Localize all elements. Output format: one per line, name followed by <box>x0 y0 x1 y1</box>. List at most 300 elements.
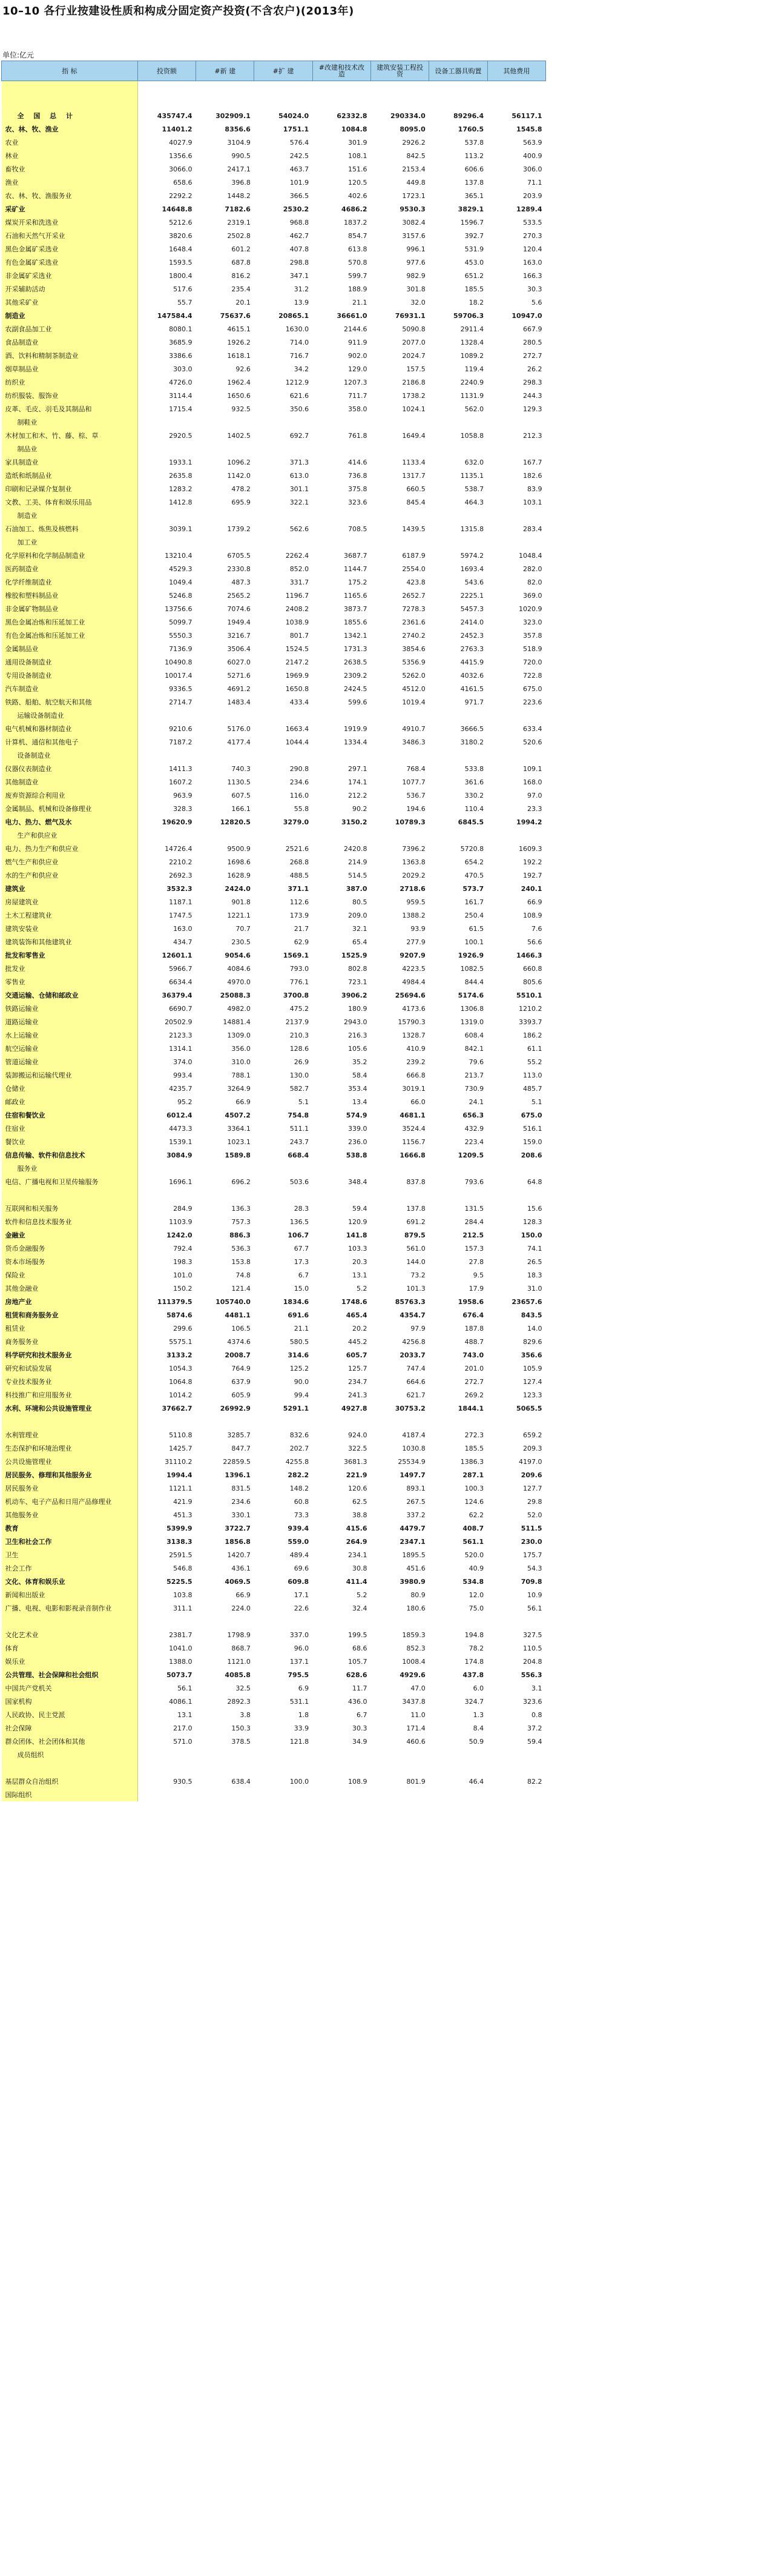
row-label <box>2 1761 138 1775</box>
value-cell <box>429 1788 487 1801</box>
value-cell: 83.9 <box>527 485 542 493</box>
value-cell: 660.8 <box>523 964 542 973</box>
value-cell: 664.6 <box>406 1377 426 1386</box>
value-cell <box>371 1162 429 1175</box>
value-cell: 230.5 <box>231 938 251 946</box>
value-cell <box>429 1188 487 1202</box>
value-cell: 2763.3 <box>460 644 484 653</box>
value-cell: 223.6 <box>523 698 542 706</box>
value-cell <box>312 709 370 722</box>
value-cell: 411.4 <box>346 1577 367 1586</box>
row-label: 开采辅助活动 <box>2 282 138 296</box>
value-cell: 485.7 <box>523 1084 542 1093</box>
value-cell <box>487 829 545 842</box>
table-row <box>2 1268 546 1282</box>
value-cell: 306.0 <box>523 165 542 173</box>
table-row <box>2 1508 546 1521</box>
value-cell: 186.2 <box>523 1031 542 1039</box>
value-cell: 996.1 <box>406 245 426 253</box>
row-label: 文化、体育和娱乐业 <box>2 1575 138 1588</box>
value-cell: 3.1 <box>531 1684 542 1692</box>
table-row <box>2 1561 546 1575</box>
value-cell: 105740.0 <box>215 1297 251 1306</box>
value-cell: 1663.4 <box>285 724 309 733</box>
value-cell: 6845.5 <box>458 818 484 826</box>
value-cell <box>254 1748 312 1761</box>
value-cell: 7396.2 <box>402 844 426 853</box>
row-label: 其他服务业 <box>2 1508 138 1521</box>
table-row <box>2 1761 546 1775</box>
value-cell: 1650.8 <box>285 684 309 693</box>
row-label: 专用设备制造业 <box>2 669 138 682</box>
value-cell <box>137 1415 196 1428</box>
value-cell: 1649.4 <box>402 431 426 440</box>
value-cell: 402.6 <box>348 191 367 200</box>
value-cell: 730.9 <box>464 1084 484 1093</box>
table-row <box>2 949 546 962</box>
value-cell: 605.7 <box>346 1351 367 1359</box>
value-cell: 19620.9 <box>162 818 192 826</box>
value-cell: 659.2 <box>523 1431 542 1439</box>
value-cell <box>312 1162 370 1175</box>
value-cell: 15790.3 <box>398 1018 426 1026</box>
value-cell: 5720.8 <box>460 844 484 853</box>
value-cell: 20.1 <box>235 298 251 306</box>
value-cell: 993.4 <box>173 1071 192 1079</box>
value-cell: 277.9 <box>406 938 426 946</box>
table-row <box>2 669 546 682</box>
value-cell <box>196 1415 254 1428</box>
row-label: 电气机械和器材制造业 <box>2 722 138 735</box>
value-cell: 17.1 <box>294 1591 309 1599</box>
value-cell: 331.7 <box>289 578 309 586</box>
value-cell: 12601.1 <box>162 951 192 959</box>
value-cell: 1356.6 <box>169 151 192 160</box>
table-row <box>2 522 546 535</box>
value-cell: 150.3 <box>231 1724 251 1732</box>
value-cell: 310.0 <box>231 1058 251 1066</box>
row-label: 黑色金属矿采选业 <box>2 242 138 256</box>
value-cell: 1196.7 <box>285 591 309 600</box>
value-cell: 407.8 <box>289 245 309 253</box>
value-cell: 1539.1 <box>169 1137 192 1146</box>
value-cell: 5174.6 <box>458 991 484 999</box>
value-cell: 209.3 <box>523 1444 542 1452</box>
row-label: 零售业 <box>2 975 138 988</box>
value-cell: 32.4 <box>352 1604 367 1612</box>
table-row <box>2 1535 546 1548</box>
value-cell: 4686.2 <box>341 205 367 213</box>
value-cell: 4027.9 <box>169 138 192 147</box>
value-cell: 324.7 <box>464 1697 484 1706</box>
value-cell <box>196 1761 254 1775</box>
value-cell: 21.1 <box>352 298 367 306</box>
value-cell: 314.6 <box>288 1351 309 1359</box>
value-cell: 30.3 <box>527 285 542 293</box>
value-cell: 2077.0 <box>402 338 426 346</box>
value-cell: 3264.9 <box>227 1084 251 1093</box>
value-cell: 2414.0 <box>460 618 484 626</box>
value-cell: 55.8 <box>294 804 309 813</box>
value-cell: 22859.5 <box>223 1457 251 1466</box>
value-cell: 353.4 <box>348 1084 367 1093</box>
row-label: 铁路、船舶、航空航天和其他 <box>2 695 138 709</box>
value-cell: 1439.5 <box>402 525 426 533</box>
value-cell: 4235.7 <box>169 1084 192 1093</box>
value-cell: 3532.3 <box>166 884 192 893</box>
value-cell: 414.6 <box>348 458 367 466</box>
value-cell: 1739.2 <box>227 525 251 533</box>
table-row <box>2 1308 546 1322</box>
value-cell: 2502.8 <box>227 231 251 240</box>
table-row <box>2 482 546 495</box>
table-row <box>2 735 546 749</box>
value-cell <box>429 1615 487 1628</box>
table-row <box>2 1202 546 1215</box>
value-cell <box>371 709 429 722</box>
value-cell: 3150.2 <box>341 818 367 826</box>
value-cell: 692.7 <box>289 431 309 440</box>
row-label: 交通运输、仓储和邮政业 <box>2 988 138 1002</box>
value-cell <box>312 416 370 429</box>
value-cell: 1798.9 <box>227 1631 251 1639</box>
value-cell: 842.5 <box>406 151 426 160</box>
value-cell: 1.8 <box>298 1710 309 1719</box>
value-cell: 58.4 <box>352 1071 367 1079</box>
value-cell: 9530.3 <box>400 205 426 213</box>
value-cell: 3066.0 <box>169 165 192 173</box>
value-cell: 3082.4 <box>402 218 426 227</box>
table-row <box>2 269 546 282</box>
row-label: 纺织服装、服饰业 <box>2 389 138 402</box>
row-label: 邮政业 <box>2 1095 138 1108</box>
value-cell: 244.3 <box>523 391 542 400</box>
value-cell: 10.9 <box>527 1591 542 1599</box>
table-row <box>2 136 546 149</box>
value-cell: 621.7 <box>406 1391 426 1399</box>
value-cell: 62.2 <box>469 1511 484 1519</box>
value-cell <box>196 1748 254 1761</box>
value-cell: 5.2 <box>357 1591 367 1599</box>
value-cell: 4529.3 <box>169 565 192 573</box>
value-cell <box>254 1415 312 1428</box>
value-cell: 6027.0 <box>227 658 251 666</box>
value-cell: 2692.3 <box>169 871 192 879</box>
value-cell: 282.2 <box>288 1471 309 1479</box>
row-label: 生态保护和环境治理业 <box>2 1442 138 1455</box>
value-cell: 37.2 <box>527 1724 542 1732</box>
value-cell: 31110.2 <box>165 1457 192 1466</box>
value-cell: 408.7 <box>462 1524 484 1532</box>
value-cell: 4085.8 <box>225 1670 251 1679</box>
row-label: 金属制品、机械和设备修理业 <box>2 802 138 815</box>
value-cell: 1363.8 <box>402 858 426 866</box>
value-cell: 1131.9 <box>460 391 484 400</box>
row-label: 商务服务业 <box>2 1335 138 1348</box>
value-cell: 1607.2 <box>169 778 192 786</box>
value-cell: 5176.0 <box>227 724 251 733</box>
value-cell: 488.7 <box>464 1337 484 1346</box>
value-cell: 223.4 <box>464 1137 484 1146</box>
table-row <box>2 1388 546 1402</box>
value-cell: 2029.2 <box>402 871 426 879</box>
value-cell: 939.4 <box>288 1524 309 1532</box>
value-cell: 283.4 <box>523 525 542 533</box>
value-cell: 392.7 <box>464 231 484 240</box>
value-cell: 153.8 <box>231 1257 251 1266</box>
row-label: 制造业 <box>2 509 138 522</box>
value-cell: 105.9 <box>523 1364 542 1372</box>
value-cell: 1121.1 <box>169 1484 192 1492</box>
row-label: 广播、电视、电影和影视录音制作业 <box>2 1601 138 1615</box>
row-label: 水的生产和供应业 <box>2 869 138 882</box>
value-cell: 109.1 <box>523 764 542 773</box>
value-cell: 26.5 <box>527 1257 542 1266</box>
row-label: 通用设备制造业 <box>2 655 138 669</box>
value-cell: 3873.7 <box>344 604 367 613</box>
row-label: 烟草制品业 <box>2 362 138 376</box>
value-cell: 180.9 <box>348 1004 367 1013</box>
value-cell: 365.1 <box>464 191 484 200</box>
row-label: 黑色金属冶炼和压延加工业 <box>2 615 138 629</box>
row-label: 金属制品业 <box>2 642 138 655</box>
table-row <box>2 202 546 216</box>
value-cell: 37662.7 <box>162 1404 192 1412</box>
value-cell: 1142.0 <box>227 471 251 480</box>
value-cell <box>137 1761 196 1775</box>
value-cell: 157.5 <box>406 365 426 373</box>
value-cell: 166.1 <box>231 804 251 813</box>
row-label: 互联网和相关服务 <box>2 1202 138 1215</box>
value-cell: 361.6 <box>464 778 484 786</box>
value-cell: 29.8 <box>527 1497 542 1506</box>
table-row <box>2 1548 546 1561</box>
value-cell <box>429 509 487 522</box>
value-cell: 182.6 <box>523 471 542 480</box>
value-cell: 415.6 <box>346 1524 367 1532</box>
value-cell: 2740.2 <box>402 631 426 640</box>
value-cell: 613.0 <box>289 471 309 480</box>
value-cell: 70.7 <box>235 924 251 933</box>
value-cell: 475.2 <box>289 1004 309 1013</box>
value-cell: 30.8 <box>352 1564 367 1572</box>
row-label: 制鞋业 <box>2 416 138 429</box>
table-row <box>2 416 546 429</box>
row-label: 废弃资源综合利用业 <box>2 789 138 802</box>
table-row <box>2 1668 546 1681</box>
value-cell: 1334.4 <box>344 738 367 746</box>
value-cell: 123.3 <box>523 1391 542 1399</box>
value-cell: 108.9 <box>523 911 542 919</box>
value-cell: 337.2 <box>406 1511 426 1519</box>
value-cell: 204.8 <box>523 1657 542 1666</box>
value-cell: 437.8 <box>462 1670 484 1679</box>
value-cell: 357.8 <box>523 631 542 640</box>
value-cell: 2210.2 <box>169 858 192 866</box>
value-cell: 387.0 <box>346 884 367 893</box>
value-cell: 768.4 <box>406 764 426 773</box>
value-cell: 175.7 <box>523 1551 542 1559</box>
value-cell: 113.0 <box>523 1071 542 1079</box>
value-cell: 203.9 <box>523 191 542 200</box>
table-row <box>2 176 546 189</box>
value-cell: 1212.9 <box>285 378 309 386</box>
table-row <box>2 1122 546 1135</box>
value-cell: 198.3 <box>173 1257 192 1266</box>
value-cell: 658.6 <box>173 178 192 187</box>
value-cell: 4982.0 <box>227 1004 251 1013</box>
value-cell: 213.7 <box>464 1071 484 1079</box>
value-cell: 516.1 <box>523 1124 542 1133</box>
value-cell <box>196 1162 254 1175</box>
value-cell: 73.2 <box>410 1271 426 1279</box>
table-row <box>2 1402 546 1415</box>
value-cell: 478.2 <box>231 485 251 493</box>
value-cell: 13.1 <box>352 1271 367 1279</box>
value-cell: 3157.6 <box>402 231 426 240</box>
value-cell <box>487 1761 545 1775</box>
value-cell: 322.5 <box>348 1444 367 1452</box>
value-cell: 793.6 <box>464 1177 484 1186</box>
value-cell: 55.2 <box>527 1058 542 1066</box>
value-cell <box>371 1761 429 1775</box>
value-cell: 131.5 <box>464 1204 484 1213</box>
value-cell: 5.6 <box>531 298 542 306</box>
value-cell: 323.6 <box>348 498 367 506</box>
value-cell: 837.8 <box>406 1177 426 1186</box>
value-cell: 157.3 <box>464 1244 484 1253</box>
table-row <box>2 322 546 336</box>
row-label <box>2 1415 138 1428</box>
row-label: 印刷和记录媒介复制业 <box>2 482 138 495</box>
value-cell: 432.9 <box>464 1124 484 1133</box>
value-cell: 371.1 <box>288 884 309 893</box>
value-cell: 3700.8 <box>283 991 309 999</box>
value-cell: 1388.2 <box>402 911 426 919</box>
value-cell: 3039.1 <box>169 525 192 533</box>
value-cell: 1049.4 <box>169 578 192 586</box>
table-row <box>2 642 546 655</box>
table-row <box>2 762 546 775</box>
value-cell: 2554.0 <box>402 565 426 573</box>
value-cell: 3666.5 <box>460 724 484 733</box>
row-label: 货币金融服务 <box>2 1242 138 1255</box>
value-cell: 1525.9 <box>341 951 367 959</box>
value-cell: 161.7 <box>464 898 484 906</box>
value-cell <box>137 442 196 455</box>
value-cell: 8356.6 <box>225 125 251 133</box>
value-cell: 1289.4 <box>516 205 542 213</box>
table-row <box>2 549 546 562</box>
value-cell: 268.8 <box>289 858 309 866</box>
value-cell: 1402.5 <box>227 431 251 440</box>
value-cell: 62.9 <box>294 938 309 946</box>
value-cell: 628.6 <box>346 1670 367 1679</box>
value-cell: 4473.3 <box>169 1124 192 1133</box>
value-cell: 103.3 <box>348 1244 367 1253</box>
value-cell: 378.5 <box>231 1737 251 1746</box>
value-cell: 369.0 <box>523 591 542 600</box>
table-row <box>2 962 546 975</box>
value-cell: 194.6 <box>406 804 426 813</box>
value-cell <box>254 535 312 549</box>
value-cell: 14648.8 <box>162 205 192 213</box>
value-cell: 2943.0 <box>344 1018 367 1026</box>
value-cell: 4255.8 <box>285 1457 309 1466</box>
value-cell: 675.0 <box>523 684 542 693</box>
value-cell: 435747.4 <box>157 111 192 120</box>
value-cell: 25088.3 <box>220 991 251 999</box>
value-cell: 7187.2 <box>169 738 192 746</box>
value-cell: 3386.6 <box>169 351 192 360</box>
value-cell: 1315.8 <box>460 525 484 533</box>
value-cell: 6.9 <box>298 1684 309 1692</box>
value-cell: 3681.3 <box>344 1457 367 1466</box>
value-cell <box>371 1188 429 1202</box>
value-cell: 1630.0 <box>285 325 309 333</box>
value-cell: 125.2 <box>289 1364 309 1372</box>
value-cell: 1130.5 <box>227 778 251 786</box>
table-row <box>2 296 546 309</box>
value-cell: 2417.1 <box>227 165 251 173</box>
value-cell <box>371 749 429 762</box>
value-cell: 2147.2 <box>285 658 309 666</box>
spacer-cell <box>196 81 254 110</box>
value-cell: 5974.2 <box>460 551 484 560</box>
value-cell: 166.3 <box>523 271 542 280</box>
value-cell: 7136.9 <box>169 644 192 653</box>
value-cell: 68.6 <box>352 1644 367 1652</box>
value-cell <box>312 1415 370 1428</box>
value-cell: 5457.3 <box>460 604 484 613</box>
row-label: 仓储业 <box>2 1082 138 1095</box>
value-cell <box>196 1615 254 1628</box>
value-cell: 1723.1 <box>402 191 426 200</box>
value-cell: 3133.2 <box>166 1351 192 1359</box>
value-cell: 32.0 <box>410 298 426 306</box>
value-cell: 137.8 <box>406 1204 426 1213</box>
value-cell: 3829.1 <box>458 205 484 213</box>
value-cell: 5399.9 <box>166 1524 192 1532</box>
value-cell: 451.3 <box>173 1511 192 1519</box>
value-cell <box>137 749 196 762</box>
value-cell <box>429 749 487 762</box>
table-row <box>2 842 546 855</box>
value-cell: 2008.7 <box>225 1351 251 1359</box>
row-label: 农、林、牧、渔业 <box>2 122 138 136</box>
value-cell: 571.0 <box>173 1737 192 1746</box>
value-cell: 236.0 <box>348 1137 367 1146</box>
value-cell: 6705.5 <box>227 551 251 560</box>
value-cell: 163.0 <box>523 258 542 267</box>
value-cell: 740.3 <box>231 764 251 773</box>
value-cell: 1342.1 <box>344 631 367 640</box>
table-row <box>2 1362 546 1375</box>
value-cell: 235.4 <box>231 285 251 293</box>
value-cell: 192.7 <box>523 871 542 879</box>
value-cell: 1064.8 <box>169 1377 192 1386</box>
value-cell: 801.7 <box>289 631 309 640</box>
value-cell: 1569.1 <box>283 951 309 959</box>
value-cell: 12.0 <box>469 1591 484 1599</box>
value-cell: 463.7 <box>289 165 309 173</box>
value-cell: 241.3 <box>348 1391 367 1399</box>
value-cell: 185.5 <box>464 285 484 293</box>
value-cell: 1448.2 <box>227 191 251 200</box>
value-cell: 10789.3 <box>395 818 426 826</box>
row-label: 全 国 总 计 <box>2 109 138 122</box>
value-cell: 902.0 <box>348 351 367 360</box>
